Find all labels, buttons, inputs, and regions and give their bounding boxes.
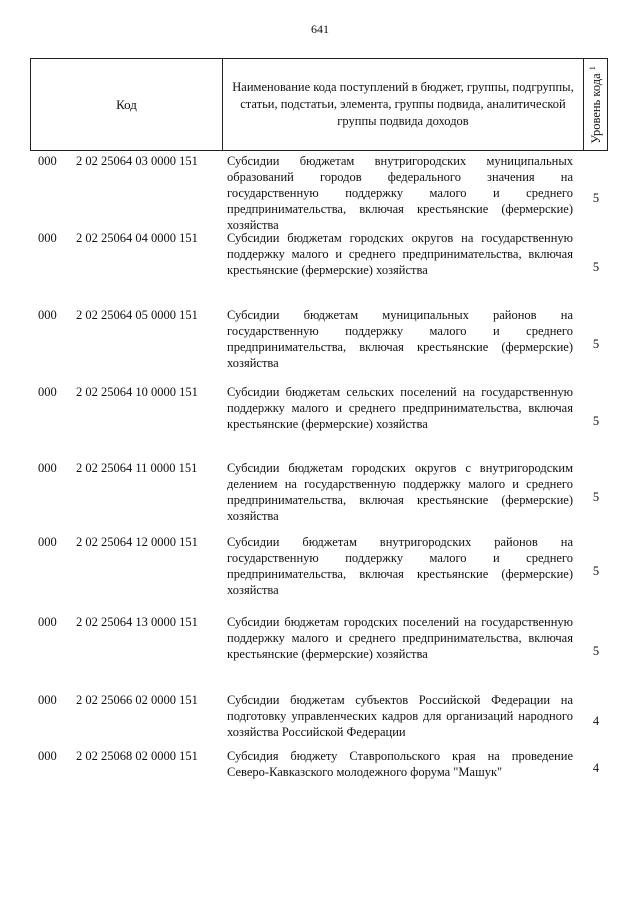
code-level: 5 [592,644,600,658]
admin-code: 000 [38,693,57,707]
budget-code: 2 02 25064 03 0000 151 [76,154,198,168]
admin-code: 000 [38,308,57,322]
table-row [30,230,610,307]
code-description: Субсидии бюджетам субъектов Российской Федерации на подготовку управленческих кадров для организаций народного хозяйства Российской Федерации [227,693,573,739]
code-description: Субсидии бюджетам внутригородских районов на государственную поддержку малого и среднего предпринимательства, включая крестьянские (фермерские) хозяйства [227,535,573,597]
code-description: Субсидии бюджетам муниципальных районов на государственную поддержку малого и среднего предпринимательства, включая крестьянские (фермерские) хозяйства [227,308,573,370]
header-code: Код [116,96,137,112]
table-row [30,460,610,534]
table-row [30,748,610,788]
budget-code: 2 02 25064 04 0000 151 [76,231,198,245]
code-level: 5 [592,490,600,504]
header-level-footnote: 1 [587,65,597,70]
header-level [584,59,607,150]
table-row [30,534,610,614]
code-level: 4 [592,761,600,775]
header-level-label: Уровень кода [588,72,603,144]
budget-code: 2 02 25064 05 0000 151 [76,308,198,322]
admin-code: 000 [38,749,57,763]
code-description: Субсидии бюджетам городских округов с внутригородским делением на государственную поддержку малого и среднего предпринимательства, включая крестьянские (фермерские) хозяйства [227,461,573,523]
code-description: Субсидии бюджетам городских поселений на государственную поддержку малого и среднего предпринимательства, включая крестьянские (фермерские) хозяйства [227,615,573,661]
code-level: 5 [592,337,600,351]
code-description: Субсидия бюджету Ставропольского края на проведение Северо-Кавказского молодежного форума "Машук" [227,749,573,779]
admin-code: 000 [38,535,57,549]
code-level: 5 [592,260,600,274]
code-description: Субсидии бюджетам городских округов на государственную поддержку малого и среднего предпринимательства, включая крестьянские (фермерские) хозяйства [227,231,573,277]
table-row [30,692,610,748]
budget-code: 2 02 25068 02 0000 151 [76,749,198,763]
page-number: 641 [311,22,329,36]
code-description: Субсидии бюджетам внутригородских муниципальных образований городов федерального значения на государственную поддержку малого и среднего предпринимательства, включая крестьянские (фермерские) хозяйства [227,154,573,232]
code-description: Субсидии бюджетам сельских поселений на государственную поддержку малого и среднего предпринимательства, включая крестьянские (фермерские) хозяйства [227,385,573,431]
code-level: 5 [592,191,600,205]
admin-code: 000 [38,231,57,245]
budget-code: 2 02 25064 11 0000 151 [76,461,198,475]
code-level: 5 [592,564,600,578]
table-body [30,153,610,788]
budget-code: 2 02 25064 12 0000 151 [76,535,198,549]
code-level: 4 [592,714,600,728]
table-row [30,307,610,384]
admin-code: 000 [38,461,57,475]
table-row [30,614,610,692]
header-name: Наименование кода поступлений в бюджет, группы, подгруппы, статьи, подстатьи, элемента, группы подвида, аналитической группы подвида доходов [232,80,574,128]
table-row [30,384,610,460]
table-header [30,58,608,151]
budget-code: 2 02 25064 10 0000 151 [76,385,198,399]
admin-code: 000 [38,154,57,168]
code-level: 5 [592,414,600,428]
budget-code: 2 02 25064 13 0000 151 [76,615,198,629]
budget-code: 2 02 25066 02 0000 151 [76,693,198,707]
table-row [30,153,610,230]
admin-code: 000 [38,385,57,399]
admin-code: 000 [38,615,57,629]
